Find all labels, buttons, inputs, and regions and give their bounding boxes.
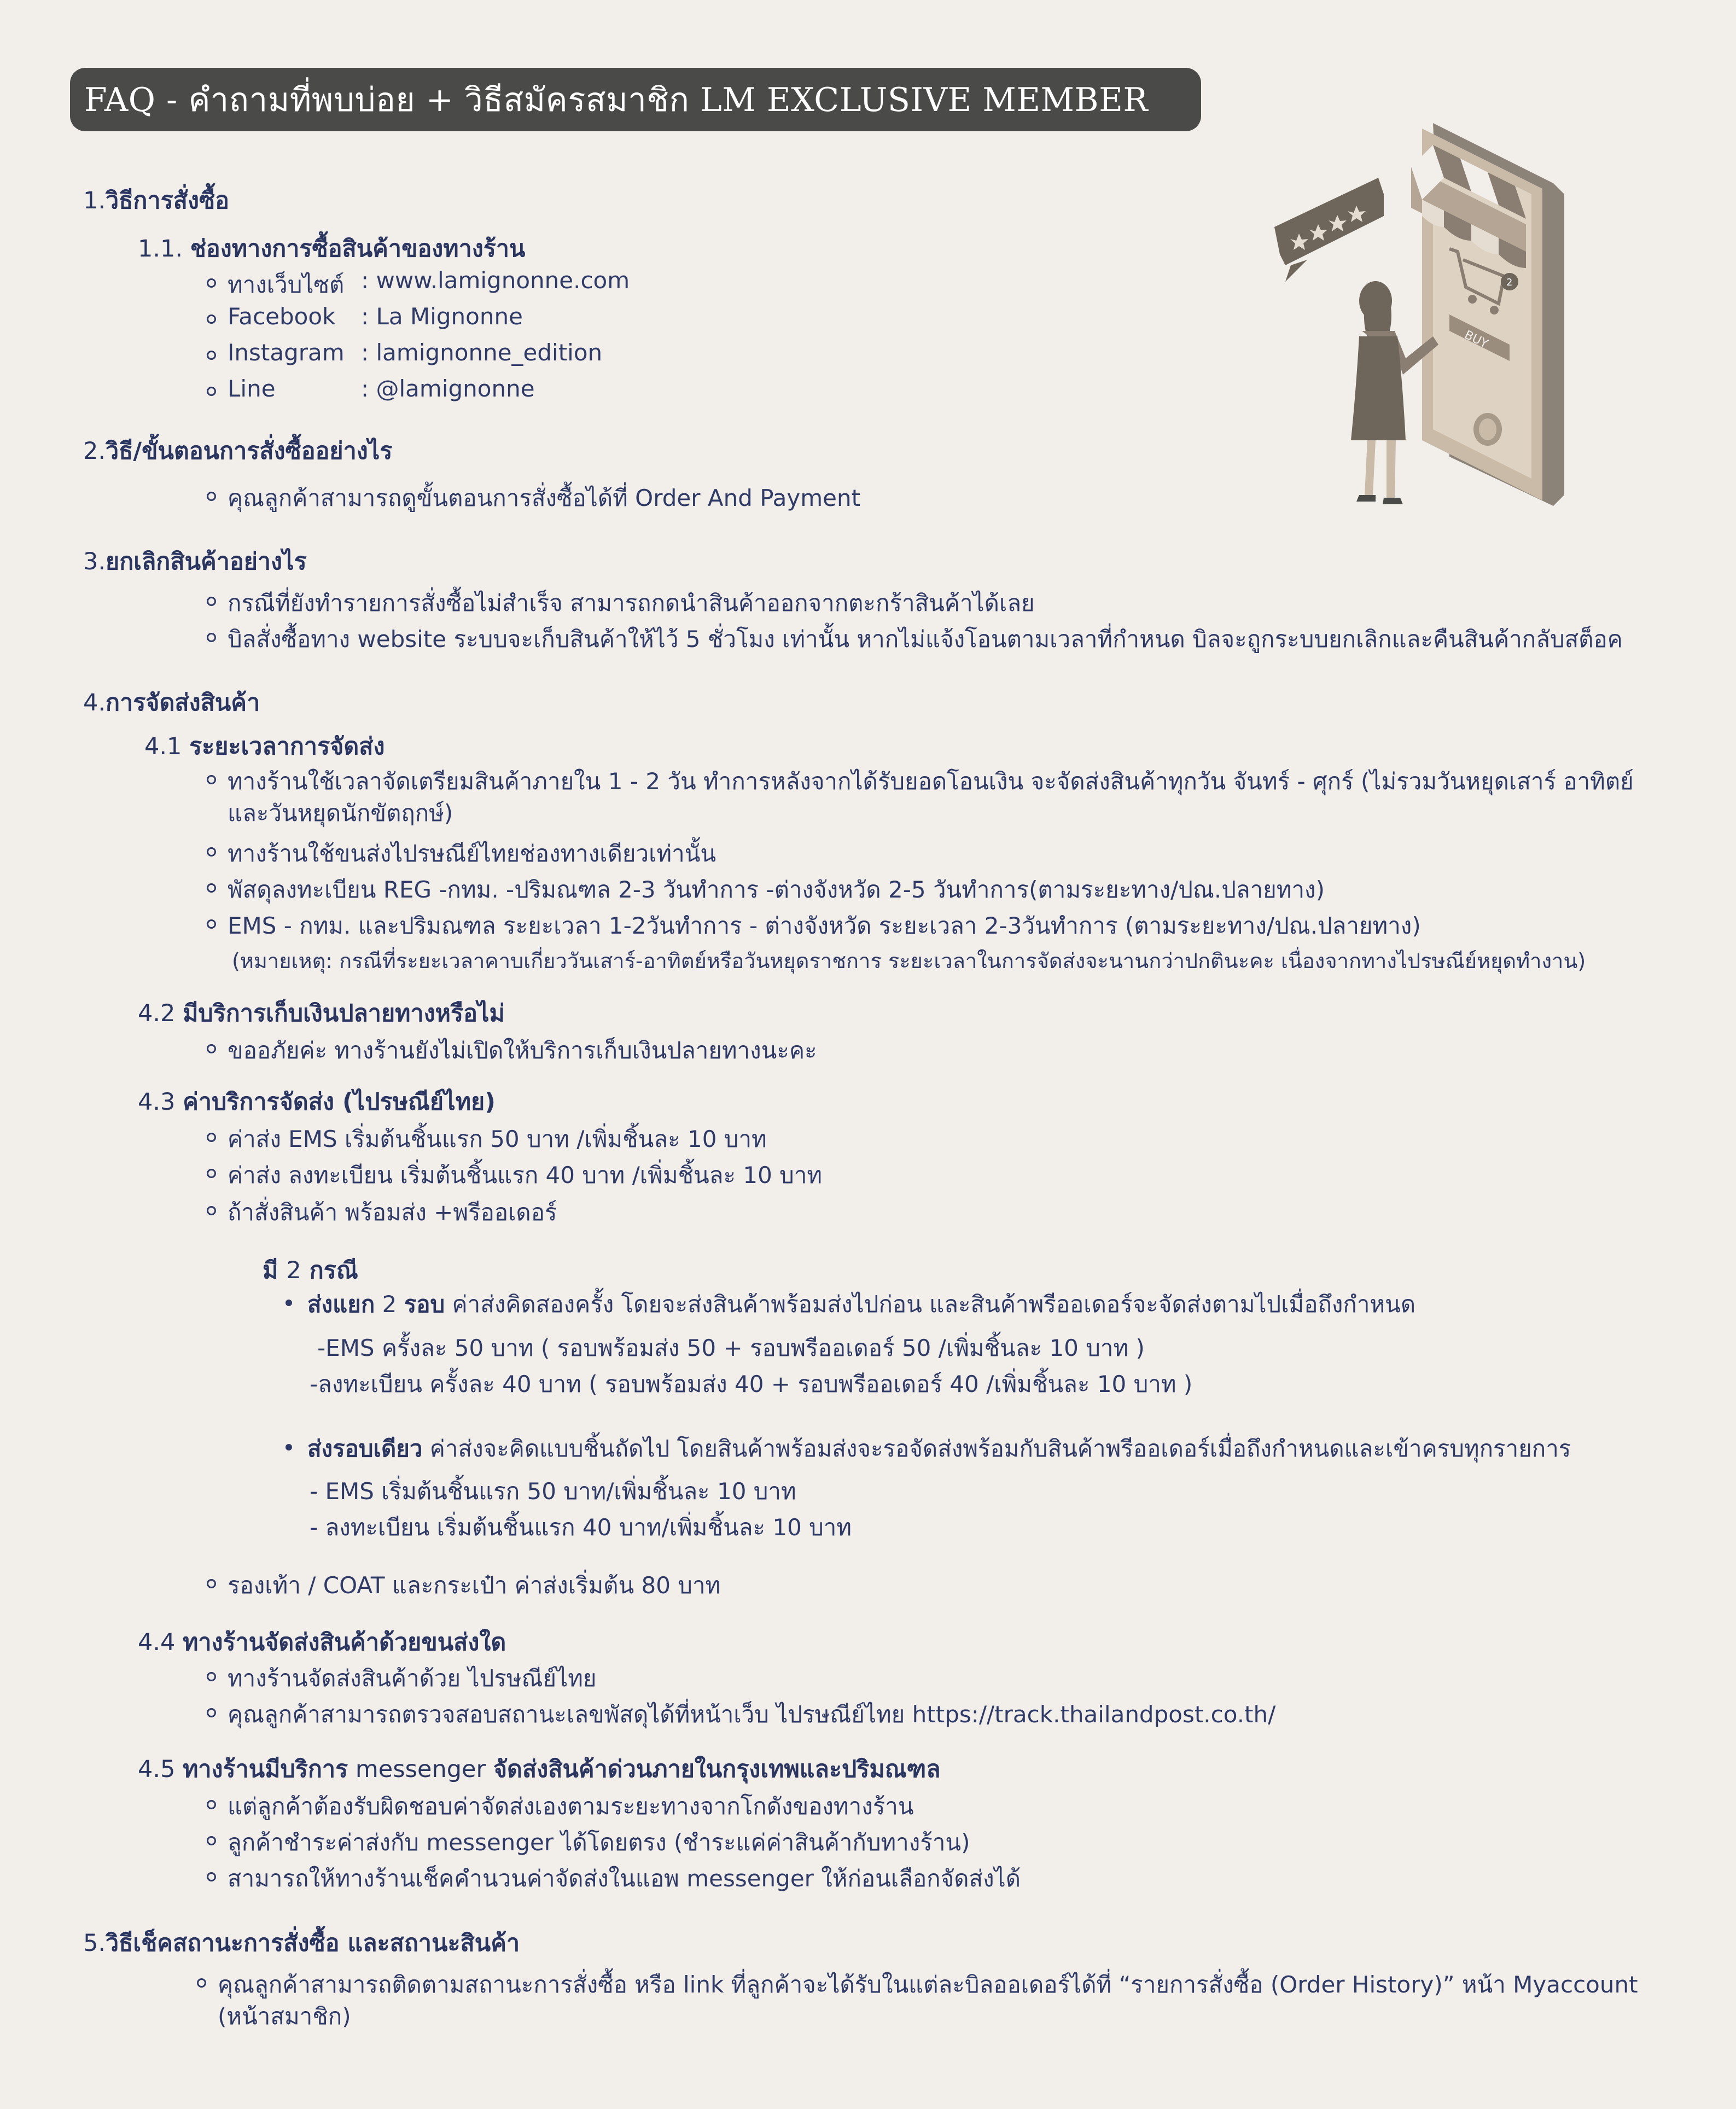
case-2-reg-line: - ลงทะเบียน เริ่มต้นชิ้นแรก 40 บาท/เพิ่มชิ้นละ 10 บาท — [310, 1514, 852, 1541]
section-3-heading: 3.ยกเลิกสินค้าอย่างไร — [83, 548, 307, 575]
cart-badge-icon: 2 — [1506, 277, 1513, 288]
circle-bullet-icon — [197, 1978, 206, 1988]
circle-bullet-icon — [207, 1579, 216, 1588]
circle-bullet-icon — [207, 314, 216, 324]
circle-bullet-icon — [207, 1206, 216, 1215]
case-2-ems-line: - EMS เริ่มต้นชิ้นแรก 50 บาท/เพิ่มชิ้นละ 10 บาท — [310, 1478, 796, 1505]
subsection-4-4-heading: 4.4 ทางร้านจัดส่งสินค้าด้วยขนส่งใด — [138, 1629, 506, 1656]
circle-bullet-icon — [207, 278, 216, 288]
subsection-4-3-heading: 4.3 ค่าบริการจัดส่ง (ไปรษณีย์ไทย) — [138, 1088, 496, 1116]
section-5-heading: 5.วิธีเช็คสถานะการสั่งซื้อ และสถานะสินค้า — [83, 1930, 520, 1957]
note-text: (หมายเหตุ: กรณีที่ระยะเวลาคาบเกี่ยววันเสาร์-อาทิตย์หรือวันหยุดราชการ ระยะเวลาในการจัดส่งจะนานกว่าปกตินะคะ เนื่องจากทางไปรษณีย์หยุดทำงาน) — [232, 949, 1586, 973]
dot-bullet-icon — [286, 1444, 292, 1450]
section-1-heading: 1.วิธีการสั่งซื้อ — [83, 187, 229, 214]
circle-bullet-icon — [207, 1872, 216, 1881]
circle-bullet-icon — [207, 597, 216, 606]
subsection-4-2-heading: 4.2 มีบริการเก็บเงินปลายทางหรือไม่ — [138, 1000, 505, 1027]
section-2-heading: 2.วิธี/ขั้นตอนการสั่งซื้ออย่างไร — [83, 438, 393, 465]
circle-bullet-icon — [207, 775, 216, 784]
circle-bullet-icon — [207, 847, 216, 857]
subsection-4-1-heading: 4.1 ระยะเวลาการจัดส่ง — [144, 733, 385, 760]
circle-bullet-icon — [207, 633, 216, 642]
case-1-reg-line: -ลงทะเบียน ครั้งละ 40 บาท ( รอบพร้อมส่ง 40 + รอบพรีออเดอร์ 40 /เพิ่มชิ้นละ 10 บาท ) — [310, 1371, 1193, 1397]
circle-bullet-icon — [207, 492, 216, 501]
circle-bullet-icon — [207, 1169, 216, 1178]
circle-bullet-icon — [207, 1672, 216, 1681]
section-4-heading: 4.การจัดส่งสินค้า — [83, 689, 260, 716]
case-1-ems-line: -EMS ครั้งละ 50 บาท ( รอบพร้อมส่ง 50 + รอบพรีออเดอร์ 50 /เพิ่มชิ้นละ 10 บาท ) — [317, 1335, 1145, 1361]
circle-bullet-icon — [207, 1044, 216, 1053]
circle-bullet-icon — [207, 1708, 216, 1717]
circle-bullet-icon — [207, 1836, 216, 1845]
circle-bullet-icon — [207, 1800, 216, 1809]
cases-heading: มี 2 กรณี — [263, 1257, 358, 1284]
subsection-1-1-heading: 1.1. ช่องทางการซื้อสินค้าของทางร้าน — [138, 235, 526, 263]
circle-bullet-icon — [207, 351, 216, 360]
circle-bullet-icon — [207, 1133, 216, 1142]
circle-bullet-icon — [207, 919, 216, 929]
circle-bullet-icon — [207, 387, 216, 396]
subsection-4-5-heading: 4.5 ทางร้านมีบริการ messenger จัดส่งสินค้าด่วนภายในกรุงเทพและปริมณฑล — [138, 1756, 941, 1783]
circle-bullet-icon — [207, 883, 216, 893]
buy-label: BUY — [1462, 328, 1490, 351]
page-title: FAQ - คำถามที่พบบ่อย + วิธีสมัครสมาชิก LM EXCLUSIVE MEMBER — [84, 80, 1149, 119]
dot-bullet-icon — [286, 1300, 292, 1306]
